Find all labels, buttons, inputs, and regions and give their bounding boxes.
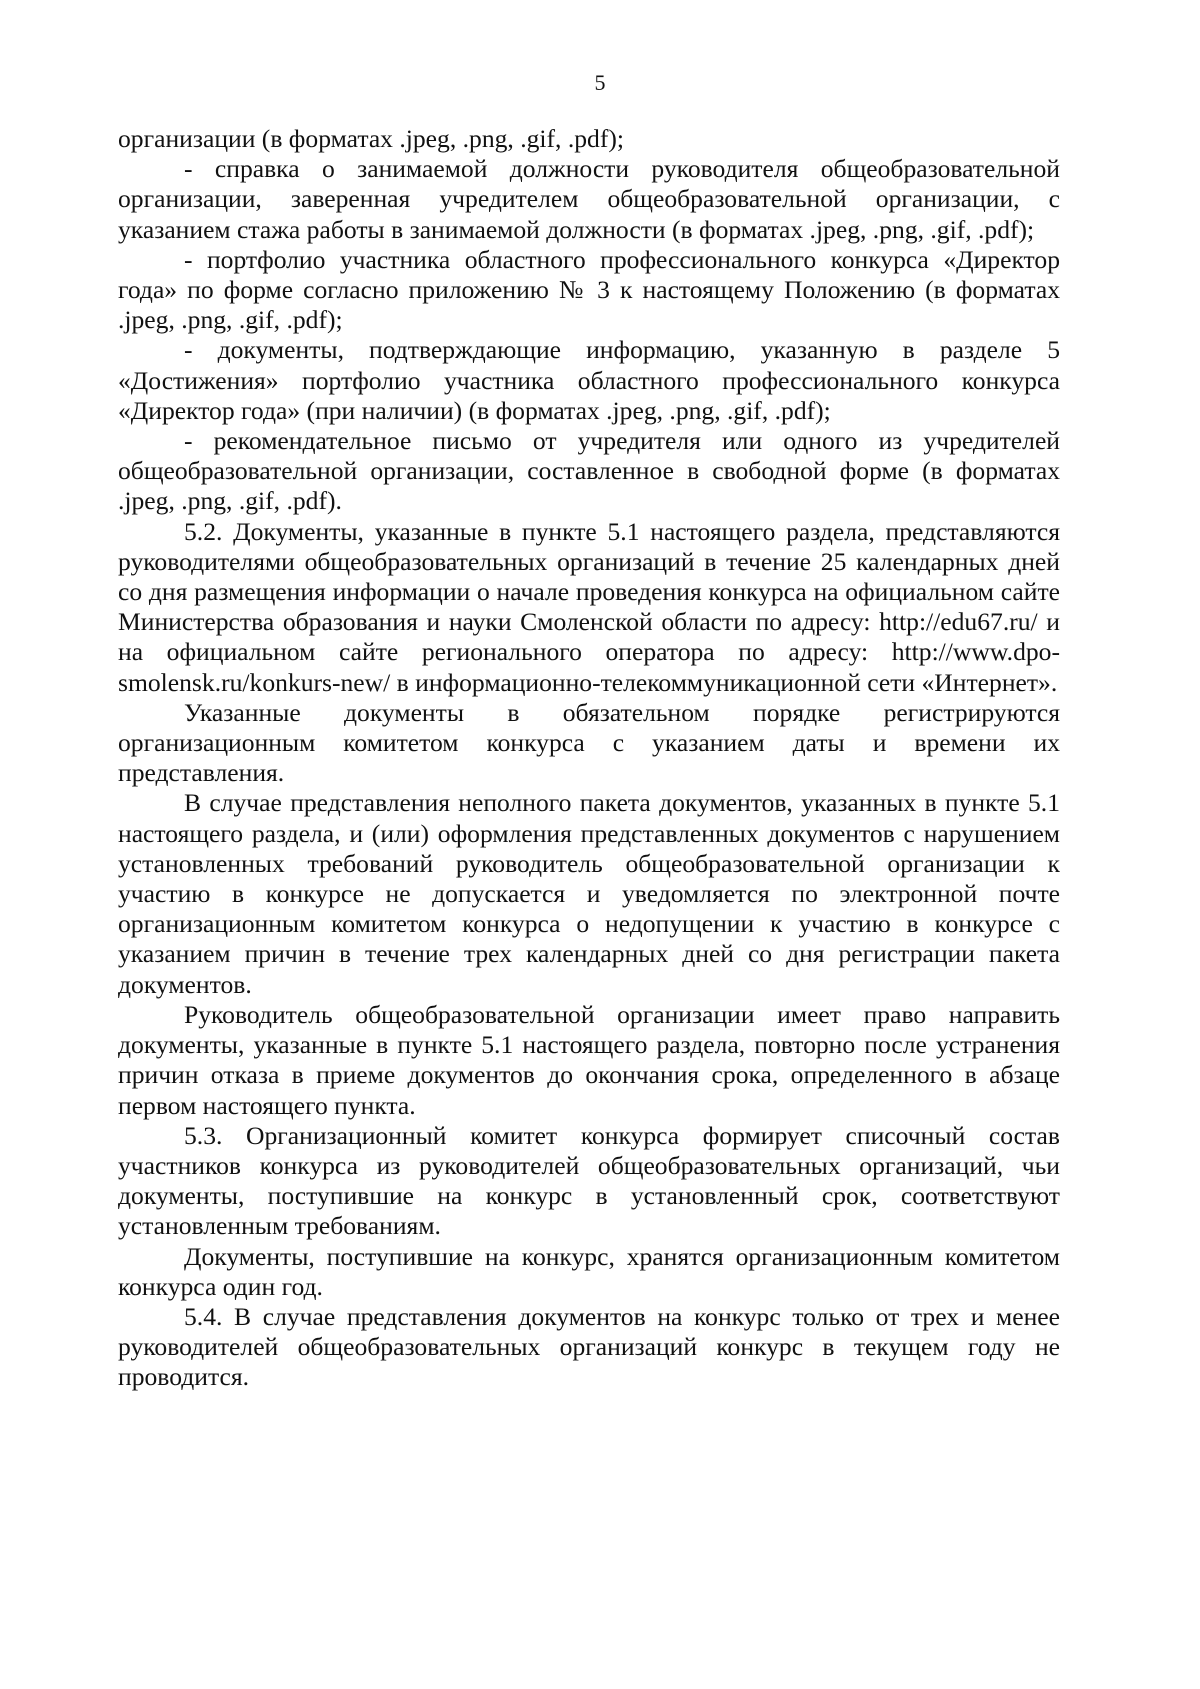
list-item-achievement-documents: - документы, подтверждающие информацию, указанную в разделе 5 «Достижения» портфолио участника областного профессионального конкурса «Директор года» (при наличии) (в форматах .jpeg, .png, .gif, .pdf);: [118, 335, 1060, 425]
list-item-recommendation-letter: - рекомендательное письмо от учредителя или одного из учредителей общеобразовательной организации, составленное в свободной форме (в форматах .jpeg, .png, .gif, .pdf).: [118, 426, 1060, 516]
paragraph-5-2: 5.2. Документы, указанные в пункте 5.1 настоящего раздела, представляются руководителями общеобразовательных организаций в течение 25 календарных дней со дня размещения информации о начале проведения конкурса на официальном сайте Министерства образования и науки Смоленской области по адресу: http://edu67.ru/ и на официальном сайте регионального оператора по адресу: http://www.dpo-smolensk.ru/konkurs-new/ в информационно-телекоммуникационной сети «Интернет».: [118, 516, 1060, 697]
paragraph-registration: Указанные документы в обязательном порядке регистрируются организационным комитетом конкурса с указанием даты и времени их представления.: [118, 697, 1060, 788]
paragraph-5-3: 5.3. Организационный комитет конкурса формирует списочный состав участников конкурса из руководителей общеобразовательных организаций, чьи документы, поступившие на конкурс в установленный срок, соответствуют установленным требованиям.: [118, 1120, 1060, 1241]
paragraph-5-4: 5.4. В случае представления документов на конкурс только от трех и менее руководителей общеобразовательных организаций конкурс в текущем году не проводится.: [118, 1301, 1060, 1392]
paragraph-storage: Документы, поступившие на конкурс, хранятся организационным комитетом конкурса один год.: [118, 1241, 1060, 1301]
document-body: [118, 124, 1060, 1393]
list-item-position-certificate: - справка о занимаемой должности руководителя общеобразовательной организации, заверенная учредителем общеобразовательной организации, с указанием стажа работы в занимаемой должности (в форматах .jpeg, .png, .gif, .pdf);: [118, 154, 1060, 244]
page-number: 5: [594, 70, 606, 95]
paragraph-resubmission: Руководитель общеобразовательной организации имеет право направить документы, указанные в пункте 5.1 настоящего раздела, повторно после устранения причин отказа в приеме документов до окончания срока, определенного в абзаце первом настоящего пункта.: [118, 999, 1060, 1120]
list-item-portfolio: - портфолио участника областного профессионального конкурса «Директор года» по форме согласно приложению № 3 к настоящему Положению (в форматах .jpeg, .png, .gif, .pdf);: [118, 244, 1060, 335]
paragraph-incomplete-package: В случае представления неполного пакета документов, указанных в пункте 5.1 настоящего раздела, и (или) оформления представленных документов с нарушением установленных требований руководитель общеобразовательной организации к участию в конкурсе не допускается и уведомляется по электронной почте организационным комитетом конкурса о недопущении к участию в конкурсе с указанием причин в течение трех календарных дней со дня регистрации пакета документов.: [118, 788, 1060, 999]
paragraph-continuation: организации (в форматах .jpeg, .png, .gif, .pdf);: [118, 124, 624, 153]
